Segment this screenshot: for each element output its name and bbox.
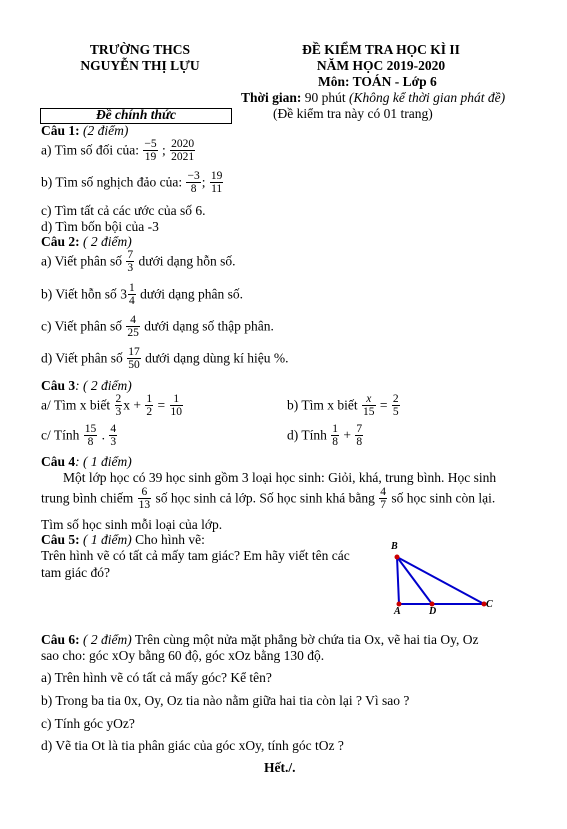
q2-c: c) Viết phân số $\frac{4}{25}$ dưới dạng số thập phân. [41,314,274,339]
label-c: C [486,599,493,610]
q6-d: d) Vẽ tia Ot là tia phân giác của góc xOy, tính góc tOz ? [41,738,344,753]
fraction: $\frac{17}{50}$ [128,346,140,371]
q6-points: ( 2 điểm) [79,632,132,647]
subject-line: Môn: TOÁN - Lớp 6 [318,74,437,89]
label-d: D [429,606,437,617]
q2-title: Câu 2: [41,234,80,249]
q5-title: Câu 5: [41,532,80,547]
point-b [395,555,400,560]
q3-b: b) Tìm x biết $\frac{x}{15}$ = $\frac{2}{5}$ [287,393,399,418]
school-name-line1: TRƯỜNG THCS [89,42,191,57]
q3-points: : ( 2 điểm) [75,378,132,393]
fraction: $\frac{1}{2}$ [146,393,153,418]
label-a: A [394,606,401,617]
fraction: $\frac{4}{7}$ [380,486,386,511]
q5-intro: Cho hình vẽ: [131,532,205,547]
q1-b-text: b) Tìm số nghịch đảo của: [41,174,186,190]
q1-points: (2 điểm) [79,123,129,138]
fraction: $\frac{7}{8}$ [356,423,363,448]
q4-title: Câu 4 [41,454,76,469]
q4-heading [41,454,132,470]
fraction: $\frac{1}{4}$ [128,282,135,307]
q6-line1: Trên cùng một nửa mặt phẳng bờ chứa tia Ox, vẽ hai tia Oy, Oz [131,632,479,647]
q2-heading [41,234,132,250]
q5-line1: Trên hình vẽ có tất cả mấy tam giác? Em hãy viết tên các [41,548,350,563]
q2-d: d) Viết phân số $\frac{17}{50}$ dưới dạng dùng kí hiệu %. [41,346,289,371]
exam-title: ĐỀ KIỂM TRA HỌC KÌ II [302,42,460,57]
q4-points: : ( 1 điểm) [75,454,132,469]
q2-b: b) Viết hỗn số 3 $\frac{1}{4}$ dưới dạng phân số. [41,282,244,307]
time-note: (Không kể thời gian phát đề) [349,90,506,105]
segment-ba [397,557,399,604]
q5-points: ( 1 điểm) [79,532,132,547]
fraction: $\frac{15}{8}$ [84,423,97,448]
q3-heading [41,378,132,394]
q3-c: c/ Tính $\frac{15}{8}$ . $\frac{4}{3}$ [41,423,117,448]
segment-bd [397,557,432,604]
q2-points: ( 2 điểm) [79,234,132,249]
fraction: $\frac{x}{15}$ [363,393,375,418]
q6-heading [41,632,478,648]
fraction: $\frac{2}{5}$ [392,393,399,418]
end-mark: Hết./. [264,760,296,775]
fraction: $\frac{-5}{19}$ [144,138,157,163]
fraction: $\frac{2}{3}$ [115,393,122,418]
q6-c: c) Tính góc yOz? [41,716,135,731]
q1-d: d) Tìm bốn bội của -3 [41,219,159,234]
q1-a-text: a) Tìm số đối của: [41,142,143,158]
pages-note: (Đề kiểm tra này có 01 trang) [273,106,433,121]
q1-a: a) Tìm số đối của: $\frac{-5}{19}$ ; $\frac{2020}{2021}$ [41,138,195,163]
school-name-line2: NGUYỄN THỊ LỰU [80,58,200,73]
fraction: $\frac{-3}{8}$ [187,170,200,195]
q5-line2: tam giác đó? [41,565,110,580]
q4-line3: Tìm số học sinh mỗi loại của lớp. [41,517,223,532]
q1-c: c) Tìm tất cả các ước của số 6. [41,203,206,218]
q3-d: d) Tính $\frac{1}{8}$ + $\frac{7}{8}$ [287,423,363,448]
school-year: NĂM HỌC 2019-2020 [316,58,446,73]
q2-a: a) Viết phân số $\frac{7}{3}$ dưới dạng hỗn số. [41,249,236,274]
q1-b: b) Tìm số nghịch đảo của: $\frac{-3}{8}$ ; $\frac{19}{11}$ [41,170,223,195]
time-value: 90 phút [301,90,350,105]
fraction: $\frac{4}{3}$ [110,423,117,448]
q3-title: Câu 3 [41,378,76,393]
fraction: $\frac{1}{8}$ [332,423,338,448]
q5-heading [41,532,205,548]
q4-line1: Một lớp học có 39 học sinh gồm 3 loại học sinh: Giỏi, khá, trung bình. Học sinh [63,470,497,485]
official-exam-label: Đề chính thức [95,107,177,122]
q1-title: Câu 1: [41,123,80,138]
q6-b: b) Trong ba tia 0x, Oy, Oz tia nào nằm giữa hai tia còn lại ? Vì sao ? [41,693,410,708]
q4-line2: trung bình chiếm $\frac{6}{13}$ số học sinh cả lớp. Số học sinh khá bằng $\frac{4}{7}$ số học sinh còn lại. [41,486,496,511]
q1-heading [41,123,128,139]
fraction: $\frac{7}{3}$ [127,249,134,274]
time-line [241,90,505,106]
q6-line2: sao cho: góc xOy bằng 60 độ, góc xOz bằng 130 độ. [41,648,325,663]
time-label: Thời gian: [241,90,302,105]
q6-title: Câu 6: [41,632,80,647]
fraction: $\frac{4}{25}$ [127,314,139,339]
fraction: $\frac{6}{13}$ [138,486,151,511]
q6-a: a) Trên hình vẽ có tất cả mấy góc? Kể tên? [41,670,272,685]
segment-bc [397,557,484,604]
label-b: B [391,541,398,552]
q3-a: a/ Tìm x biết $\frac{2}{3}$ x + $\frac{1}{2}$ = $\frac{1}{10}$ [41,393,182,418]
fraction: $\frac{19}{11}$ [210,170,223,195]
fraction: $\frac{2020}{2021}$ [171,138,195,163]
fraction: $\frac{1}{10}$ [170,393,182,418]
